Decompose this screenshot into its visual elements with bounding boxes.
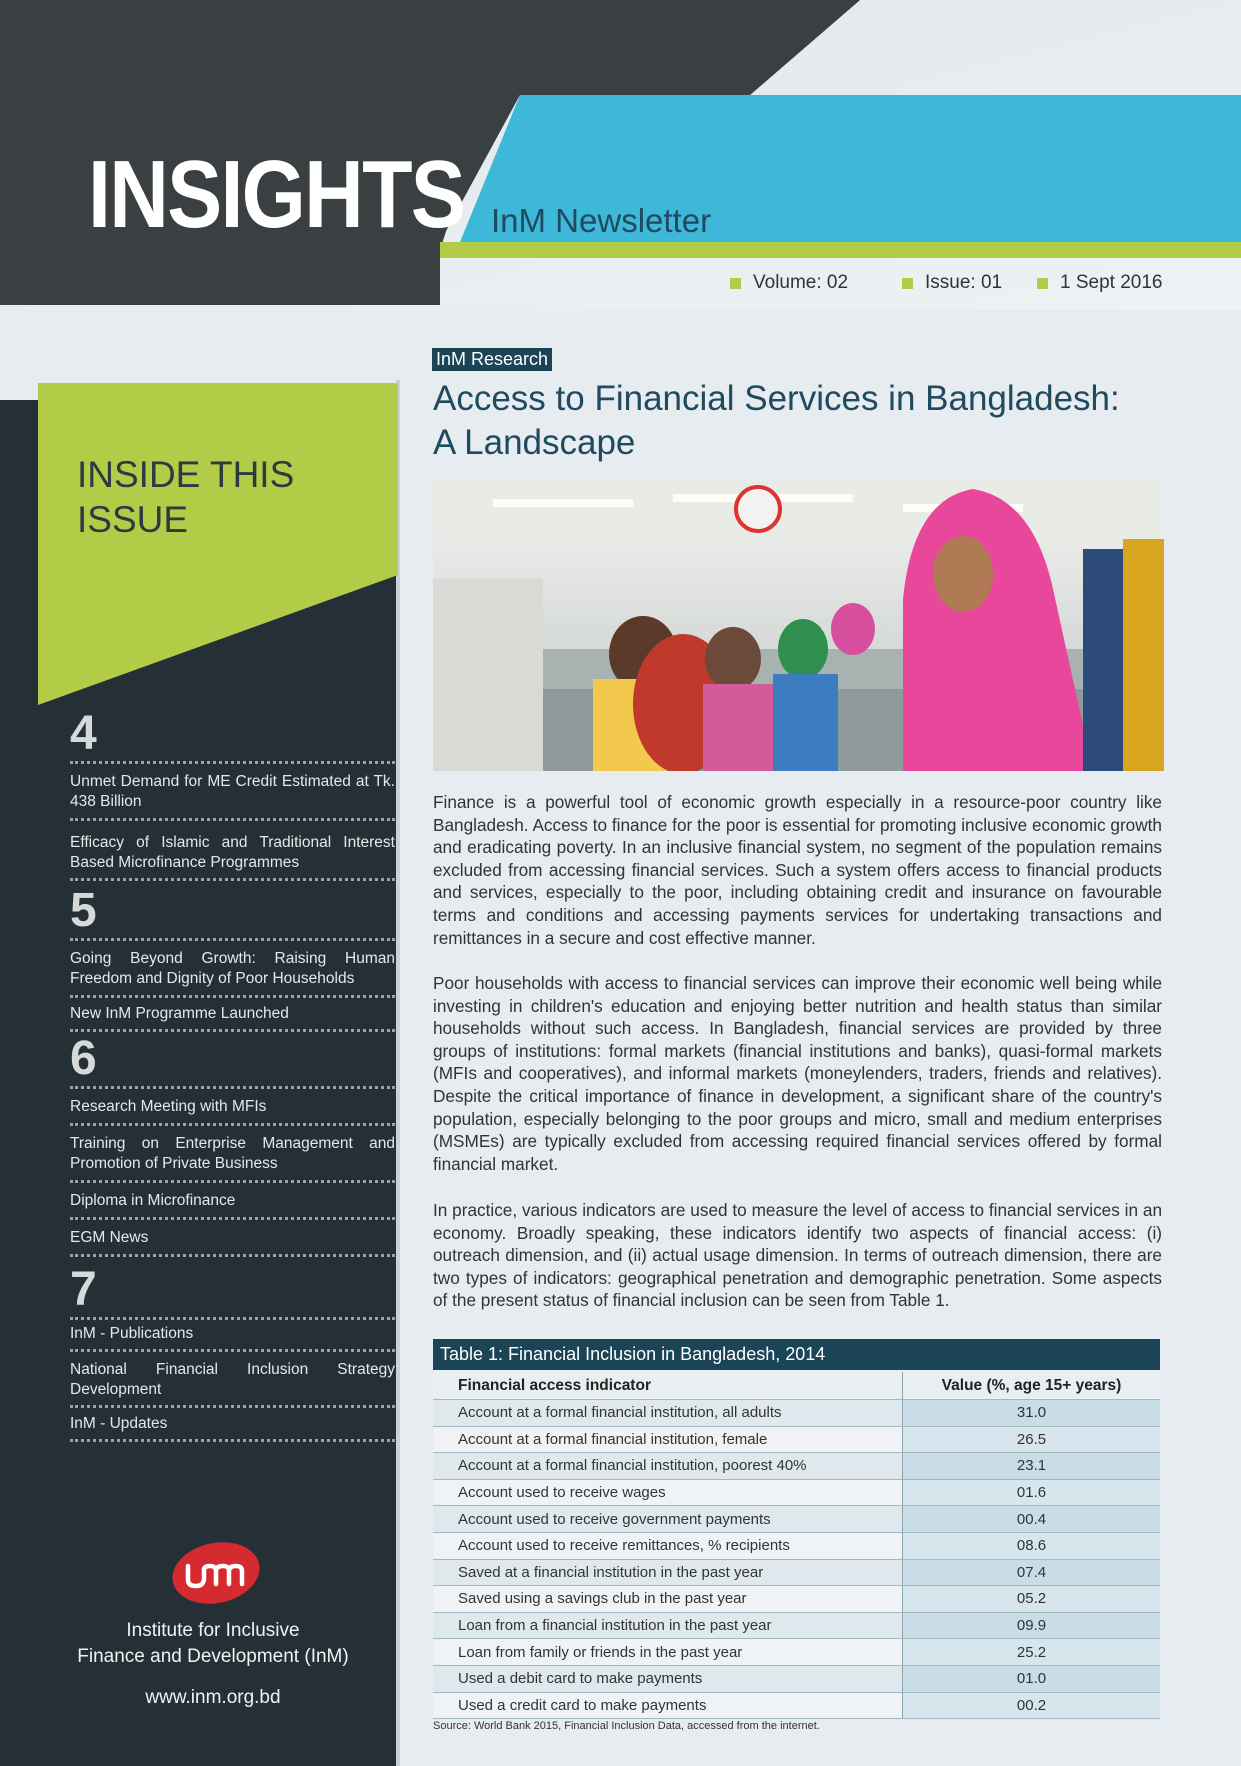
volume-text: Volume: 02 [753,272,849,293]
article-tag: InM Research [432,348,552,371]
table-title: Table 1: Financial Inclusion in Bangladesh, 2014 [433,1339,1160,1370]
indicator-cell: Account used to receive wages [433,1479,903,1506]
divider [70,1439,395,1442]
toc-item[interactable]: Research Meeting with MFIs [70,1098,267,1115]
toc-item[interactable]: InM - Updates [70,1415,168,1432]
toc-item[interactable]: Training on Enterprise Management and Promotion of Private Business [70,1135,395,1172]
table-row [433,1586,1160,1613]
section-number: 7 [70,1263,97,1316]
divider [70,1405,395,1408]
inside-heading-line1: INSIDE THIS [77,454,295,495]
indicator-cell: Account at a formal financial institution, all adults [433,1400,903,1427]
bullet-square-icon [902,278,913,289]
article-paragraph-2: Poor households with access to financial services can improve their economic well being while investing in children's education and enjoying better nutrition and health status than similar households without such access. In Bangladesh, financial services are provided by three groups of institutions: formal markets (financial institutions and banks), quasi-formal markets (MFIs and cooperatives), and informal markets (moneylenders, traders, friends and relatives). Despite the critical importance of finance in development, a significant share of the country's population, especially belonging to the poor groups and micro, small and medium enterprises (MSMEs) are typically excluded from accessing required financial services offered by formal financial market. [433,973,1162,1174]
divider [70,938,395,941]
section-number: 5 [70,884,97,937]
table-row [433,1453,1160,1480]
value-cell: 01.6 [903,1479,1161,1506]
indicator-cell: Account used to receive remittances, % recipients [433,1532,903,1559]
toc-item[interactable]: Unmet Demand for ME Credit Estimated at Tk. 438 Billion [70,773,395,810]
value-cell: 23.1 [903,1453,1161,1480]
table-row [433,1559,1160,1586]
date-text: 1 Sept 2016 [1060,272,1163,293]
divider [70,1180,395,1183]
divider [70,761,395,764]
value-cell: 09.9 [903,1612,1161,1639]
divider [70,1349,395,1352]
table-source: Source: World Bank 2015, Financial Inclusion Data, accessed from the internet. [433,1720,820,1732]
divider [70,995,395,998]
indicator-cell: Account at a formal financial institution, poorest 40% [433,1453,903,1480]
date-label [1037,272,1162,294]
financial-inclusion-table [433,1372,1160,1719]
newsletter-title: INSIGHTS [88,141,465,248]
issue-text: Issue: 01 [925,272,1003,293]
inside-issue-panel [38,383,398,713]
volume-label [730,272,848,294]
bullet-square-icon [730,278,741,289]
toc-item[interactable]: Going Beyond Growth: Raising Human Freedom and Dignity of Poor Households [70,950,395,987]
newsletter-subtitle: InM Newsletter [491,202,712,239]
toc-section-5 [70,883,395,1032]
table-row [433,1479,1160,1506]
bullet-square-icon [1037,278,1048,289]
value-cell: 00.2 [903,1692,1161,1719]
table-row [433,1692,1160,1719]
section-number: 6 [70,1032,97,1085]
table-row [433,1665,1160,1692]
indicator-cell: Saved using a savings club in the past year [433,1586,903,1613]
value-cell: 31.0 [903,1400,1161,1427]
toc-item[interactable]: EGM News [70,1229,149,1246]
table-row [433,1612,1160,1639]
org-name-line2: Finance and Development (InM) [77,1646,349,1667]
org-name [40,1618,386,1670]
column-header-indicator: Financial access indicator [433,1372,903,1400]
inside-issue-heading [77,452,294,542]
divider [70,1123,395,1126]
table-row [433,1400,1160,1427]
toc-item[interactable]: New InM Programme Launched [70,1005,289,1022]
indicator-cell: Loan from a financial institution in the past year [433,1612,903,1639]
divider [70,1317,395,1320]
indicator-cell: Loan from family or friends in the past year [433,1639,903,1666]
divider [70,1086,395,1089]
divider [70,878,395,881]
divider [70,1254,395,1257]
table-row [433,1532,1160,1559]
headline-line2: A Landscape [433,423,636,462]
indicator-cell: Account at a formal financial institution, female [433,1426,903,1453]
toc-section-7 [70,1262,395,1442]
value-cell: 07.4 [903,1559,1161,1586]
table-row [433,1506,1160,1533]
indicator-cell: Saved at a financial institution in the past year [433,1559,903,1586]
indicator-cell: Account used to receive government payments [433,1506,903,1533]
table-row [433,1639,1160,1666]
value-cell: 26.5 [903,1426,1161,1453]
issue-label [902,272,1002,294]
headline-line1: Access to Financial Services in Bangladesh: [433,379,1120,418]
toc-section-6 [70,1031,395,1257]
toc-section-4 [70,706,395,881]
article-paragraph-1: Finance is a powerful tool of economic growth especially in a resource-poor country like Bangladesh. Access to finance for the poor is essential for promoting inclusive economic growth and eradicating poverty. In an inclusive financial system, no segment of the population remains excluded from accessing financial services. Such a system offers access to financial products and services, especially to the poor, including obtaining credit and insurance on favourable terms and conditions and accessing payments services for undertaking transactions and remittances in a secure and cost effective manner. [433,792,1162,948]
toc-item[interactable]: Efficacy of Islamic and Traditional Interest Based Microfinance Programmes [70,834,395,871]
divider [70,818,395,821]
value-cell: 00.4 [903,1506,1161,1533]
toc-item[interactable]: Diploma in Microfinance [70,1192,236,1209]
article-paragraph-3: In practice, various indicators are used to measure the level of access to financial services in an economy. Broadly speaking, these indicators identify two aspects of financial access: (i) outreach dimension, and (ii) actual usage dimension. In terms of outreach dimension, there are two types of indicators: geographical penetration and demographic penetration. Some aspects of the present status of financial inclusion can be seen from Table 1. [433,1200,1162,1311]
inside-heading-line2: ISSUE [77,499,189,540]
org-name-line1: Institute for Inclusive [126,1620,300,1641]
value-cell: 25.2 [903,1639,1161,1666]
toc-item[interactable]: National Financial Inclusion Strategy Development [70,1361,395,1398]
website-link[interactable]: www.inm.org.bd [145,1687,281,1708]
inm-logo-icon [170,1540,262,1606]
section-number: 4 [70,707,97,760]
table-row [433,1426,1160,1453]
value-cell: 05.2 [903,1586,1161,1613]
divider [70,1217,395,1220]
indicator-cell: Used a debit card to make payments [433,1665,903,1692]
article-photo [433,479,1164,771]
value-cell: 01.0 [903,1665,1161,1692]
toc-item[interactable]: InM - Publications [70,1325,194,1342]
value-cell: 08.6 [903,1532,1161,1559]
table-header-row [433,1372,1160,1400]
article-headline [433,377,1173,465]
column-header-value: Value (%, age 15+ years) [903,1372,1161,1400]
indicator-cell: Used a credit card to make payments [433,1692,903,1719]
